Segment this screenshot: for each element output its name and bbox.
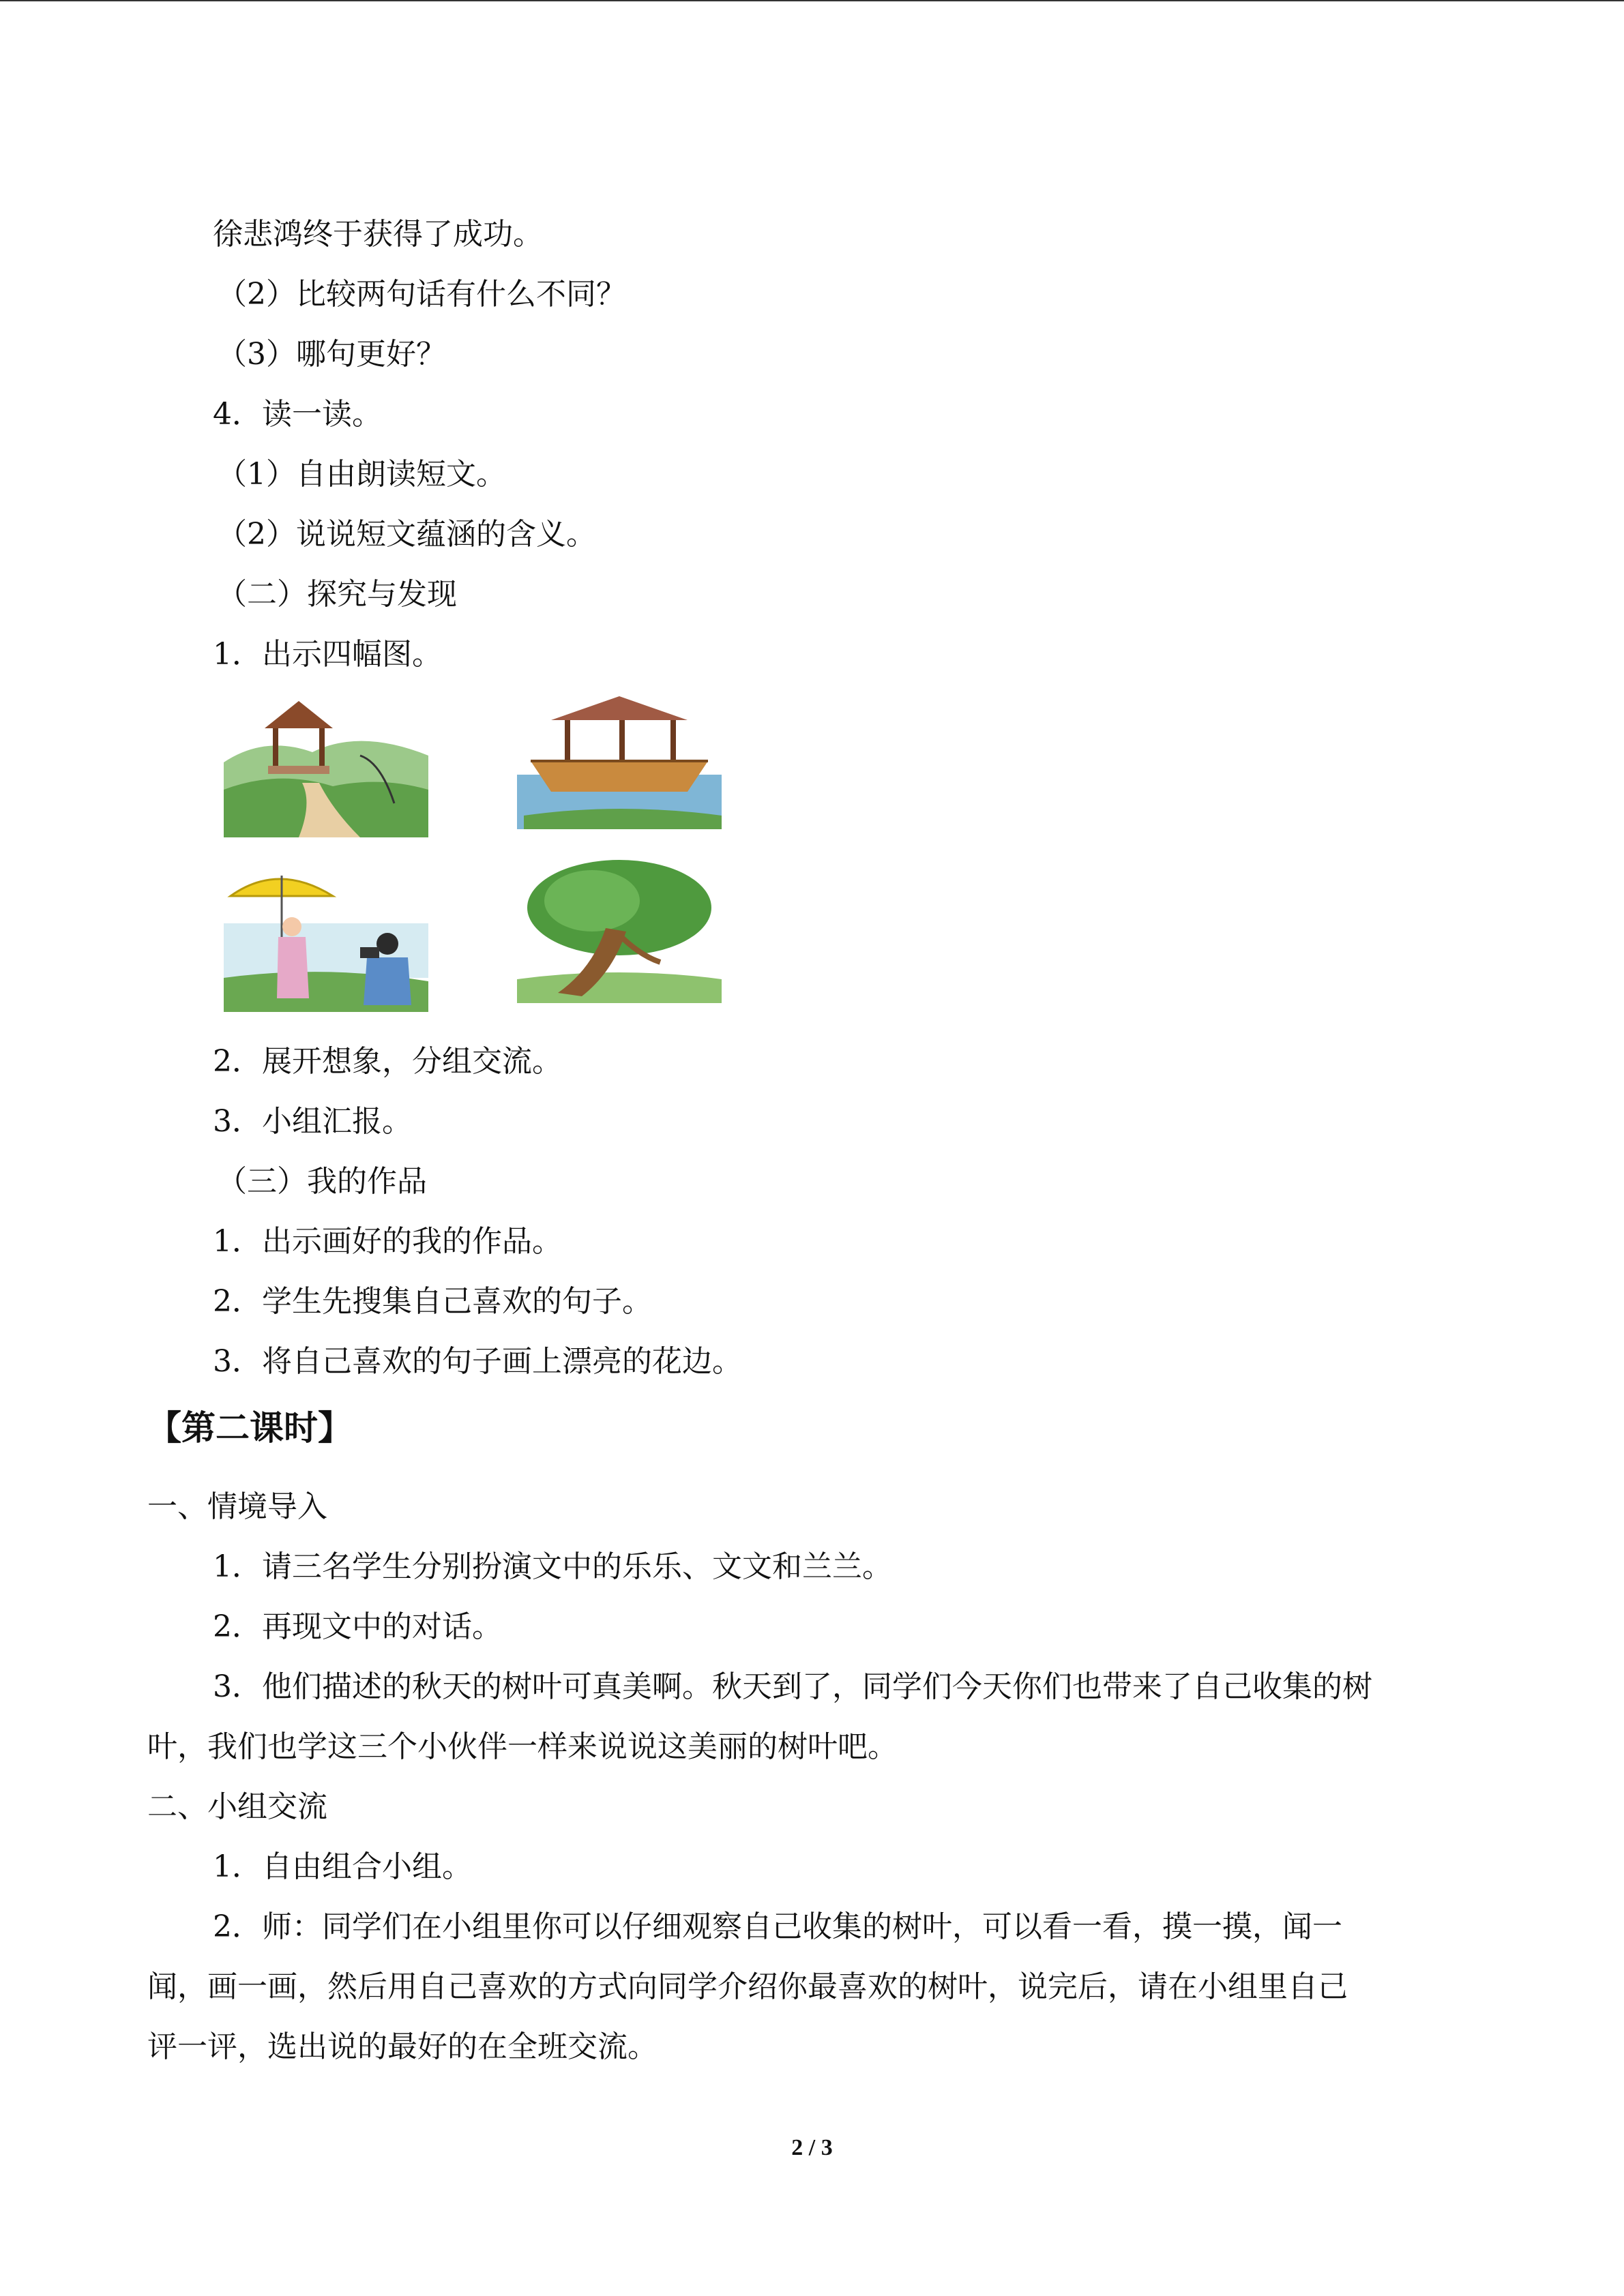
text-line: （2）比较两句话有什么不同？: [217, 277, 626, 312]
subsection-heading: （三）我的作品: [217, 1164, 427, 1199]
section-heading: 二、小组交流: [147, 1789, 327, 1824]
lesson-heading: 【第二课时】: [147, 1408, 352, 1448]
big-tree-illustration: [517, 853, 722, 1003]
text-line: （1）自由朗读短文。: [217, 457, 506, 492]
text-line: 4．读一读。: [213, 397, 382, 432]
top-border: [0, 0, 1624, 1]
text-line: 评一评，选出说的最好的在全班交流。: [147, 2029, 658, 2064]
text-line: 叶，我们也学这三个小伙伴一样来说说这美丽的树叶吧。: [147, 1729, 898, 1764]
text-line: 3．小组汇报。: [213, 1104, 412, 1139]
text-line: 1．出示四幅图。: [213, 637, 442, 672]
text-line: 2．展开想象，分组交流。: [213, 1044, 562, 1079]
four-pictures: [217, 679, 728, 1020]
people-with-umbrella-illustration: [224, 862, 428, 1012]
page-number: 2 / 3: [791, 2135, 833, 2160]
text-line: 闻，画一画，然后用自己喜欢的方式向同学介绍你最喜欢的树叶，说完后，请在小组里自己: [147, 1969, 1348, 2004]
text-line: 2．再现文中的对话。: [213, 1609, 502, 1644]
text-line: （3）哪句更好？: [217, 337, 446, 372]
subsection-heading: （二）探究与发现: [217, 577, 457, 612]
text-line: 1．出示画好的我的作品。: [213, 1224, 562, 1259]
boat-pavilion-illustration: [517, 679, 722, 829]
text-line: 1．自由组合小组。: [213, 1849, 472, 1884]
text-line: 2．师：同学们在小组里你可以仔细观察自己收集的树叶，可以看一看，摸一摸，闻一: [213, 1909, 1342, 1944]
text-line: 1．请三名学生分别扮演文中的乐乐、文文和兰兰。: [213, 1549, 892, 1584]
text-line: 2．学生先搜集自己喜欢的句子。: [213, 1284, 652, 1319]
text-line: （2）说说短文蕴涵的含义。: [217, 517, 596, 552]
text-line: 3．他们描述的秋天的树叶可真美啊。秋天到了，同学们今天你们也带来了自己收集的树: [213, 1669, 1372, 1704]
text-line: 徐悲鸿终于获得了成功。: [213, 217, 543, 252]
text-line: 3．将自己喜欢的句子画上漂亮的花边。: [213, 1344, 742, 1379]
pavilion-on-hill-illustration: [224, 687, 428, 837]
section-heading: 一、情境导入: [147, 1489, 327, 1524]
